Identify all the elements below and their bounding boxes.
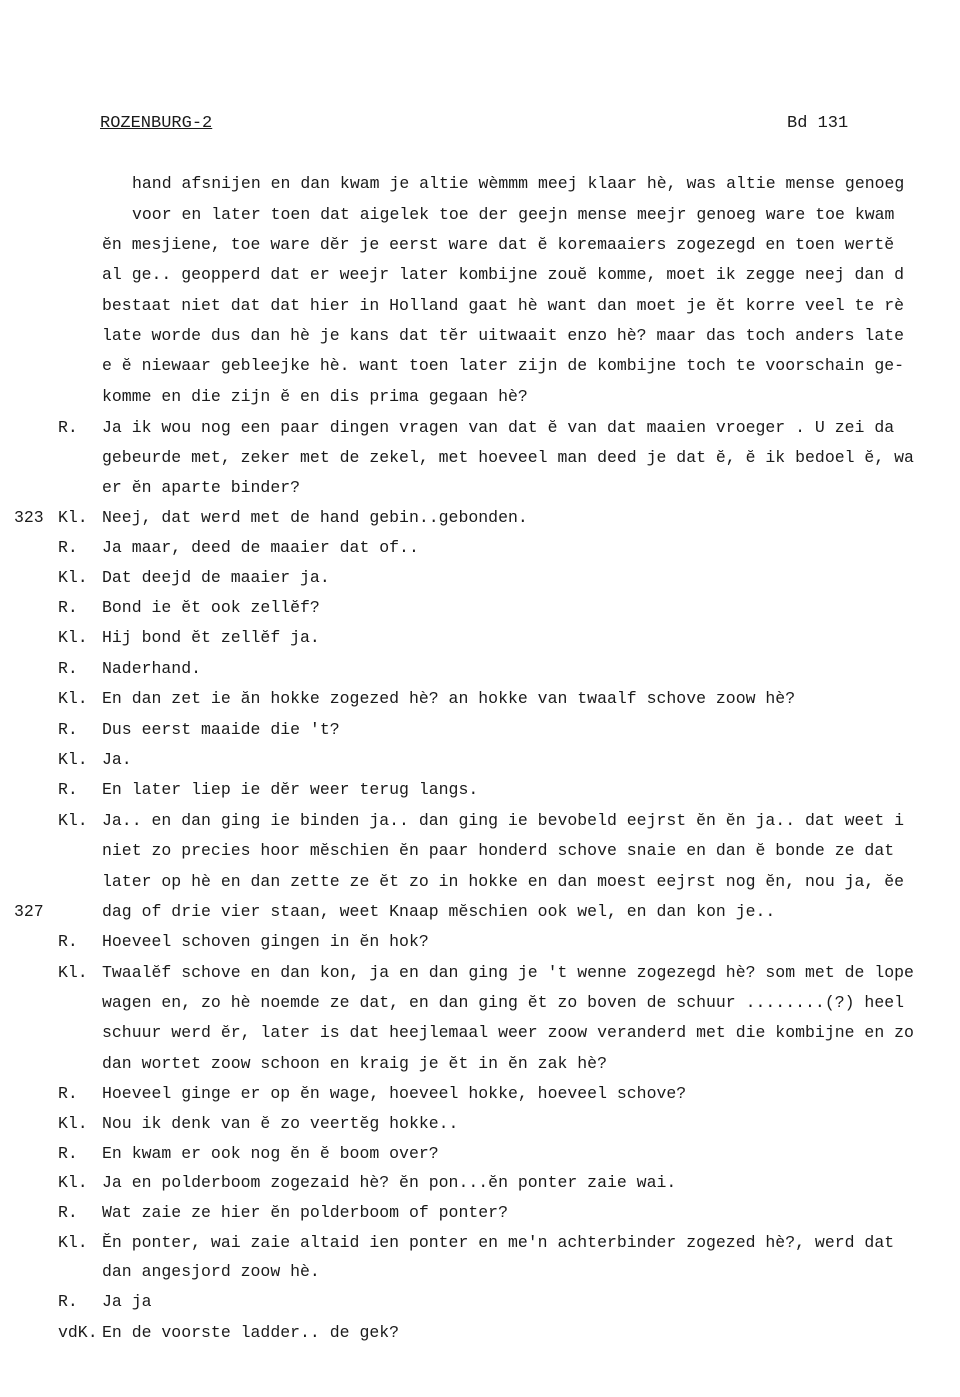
transcript-line	[0, 382, 960, 412]
line-text: Ĕn ponter, wai zaie altaid ien ponter en me'n achterbinder zogezed hè?, werd dat	[102, 1233, 895, 1252]
transcript-line	[0, 867, 960, 897]
speaker-label: R.	[58, 1144, 78, 1163]
transcript-line	[0, 715, 960, 745]
line-text: Twaalĕf schove en dan kon, ja en dan ging je 't wenne zogezegd hè? som met de lope	[102, 963, 914, 982]
speaker-label: R.	[58, 932, 78, 951]
transcript-line	[0, 503, 960, 533]
line-text: hand afsnijen en dan kwam je altie wèmmm meej klaar hè, was altie mense genoeg	[132, 174, 905, 193]
line-text: En dan zet ie ăn hokke zogezed hè? an hokke van twaalf schove zoow hè?	[102, 689, 796, 708]
speaker-label: Kl.	[58, 750, 88, 769]
line-text: Hoeveel ginge er op ĕn wage, hoeveel hokke, hoeveel schove?	[102, 1084, 687, 1103]
speaker-label: Kl.	[58, 1173, 88, 1192]
speaker-label: Kl.	[58, 1233, 88, 1252]
transcript-line	[0, 1049, 960, 1079]
line-text: Ja.	[102, 750, 132, 769]
line-text: Ja en polderboom zogezaid hè? ĕn pon...ĕn ponter zaie wai.	[102, 1173, 677, 1192]
transcript-line	[0, 260, 960, 290]
transcript-line	[0, 958, 960, 988]
line-text: wagen en, zo hè noemde ze dat, en dan ging ĕt zo boven de schuur ........(?) heel	[102, 993, 905, 1012]
transcript-line	[0, 200, 960, 230]
line-text: Ja.. en dan ging ie binden ja.. dan ging ie bevobeld eejrst ĕn ĕn ja.. dat weet i	[102, 811, 905, 830]
line-text: Dat deejd de maaier ja.	[102, 568, 330, 587]
speaker-label: R.	[58, 1292, 78, 1311]
speaker-label: Kl.	[58, 508, 88, 527]
transcript-line	[0, 1228, 960, 1258]
line-text: Wat zaie ze hier ĕn polderboom of ponter?	[102, 1203, 508, 1222]
line-text: niet zo precies hoor mĕschien ĕn paar honderd schove snaie en dan ĕ bonde ze dat	[102, 841, 895, 860]
transcript-line	[0, 169, 960, 199]
transcript-line	[0, 1168, 960, 1198]
transcript-line	[0, 988, 960, 1018]
transcript-line	[0, 1318, 960, 1348]
page-number: Bd 131	[787, 114, 849, 133]
line-text: Ja ja	[102, 1292, 152, 1311]
margin-line-number: 327	[14, 902, 44, 921]
speaker-label: Kl.	[58, 568, 88, 587]
transcript-line	[0, 1109, 960, 1139]
speaker-label: Kl.	[58, 963, 88, 982]
line-text: komme en die zijn ĕ en dis prima gegaan hè?	[102, 387, 528, 406]
line-text: ĕn mesjiene, toe ware dĕr je eerst ware dat ĕ koremaaiers zogezegd en toen wertĕ	[102, 235, 895, 254]
speaker-label: R.	[58, 1084, 78, 1103]
line-text: schuur werd ĕr, later is dat heejlemaal weer zoow veranderd met die kombijne en zo	[102, 1023, 914, 1042]
line-text: dan angesjord zoow hè.	[102, 1262, 320, 1281]
transcript-line	[0, 1257, 960, 1287]
line-text: dag of drie vier staan, weet Knaap mĕschien ook wel, en dan kon je..	[102, 902, 776, 921]
speaker-label: Kl.	[58, 628, 88, 647]
line-text: Dus eerst maaide die 't?	[102, 720, 340, 739]
transcript-line	[0, 291, 960, 321]
line-text: er ĕn aparte binder?	[102, 478, 301, 497]
transcript-line	[0, 443, 960, 473]
transcript-line	[0, 1287, 960, 1317]
line-text: Naderhand.	[102, 659, 202, 678]
speaker-label: Kl.	[58, 811, 88, 830]
line-text: dan wortet zoow schoon en kraig je ĕt in ĕn zak hè?	[102, 1054, 607, 1073]
line-text: En de voorste ladder.. de gek?	[102, 1323, 400, 1342]
transcript-line	[0, 806, 960, 836]
transcript-line	[0, 745, 960, 775]
transcript-line	[0, 684, 960, 714]
transcript-line	[0, 775, 960, 805]
line-text: later op hè en dan zette ze ĕt zo in hokke en dan moest eejrst nog ĕn, nou ja, ĕe	[102, 872, 905, 891]
transcript-line	[0, 533, 960, 563]
transcript-line	[0, 654, 960, 684]
transcript-line	[0, 1198, 960, 1228]
line-text: Neej, dat werd met de hand gebin..gebonden.	[102, 508, 528, 527]
transcript-line	[0, 1018, 960, 1048]
line-text: Ja ik wou nog een paar dingen vragen van dat ĕ van dat maaien vroeger . U zei da	[102, 418, 895, 437]
speaker-label: R.	[58, 598, 78, 617]
transcript-line	[0, 1079, 960, 1109]
transcript-line	[0, 623, 960, 653]
speaker-label: R.	[58, 1203, 78, 1222]
transcript-line	[0, 351, 960, 381]
speaker-label: vdK.	[58, 1323, 98, 1342]
line-text: bestaat niet dat dat hier in Holland gaat hè want dan moet je ĕt korre veel te rè	[102, 296, 905, 315]
margin-line-number: 323	[14, 508, 44, 527]
speaker-label: R.	[58, 780, 78, 799]
line-text: En later liep ie dĕr weer terug langs.	[102, 780, 479, 799]
transcript-line	[0, 897, 960, 927]
line-text: Hij bond ĕt zellĕf ja.	[102, 628, 320, 647]
speaker-label: Kl.	[58, 689, 88, 708]
line-text: al ge.. geopperd dat er weejr later kombijne zouĕ komme, moet ik zegge neej dan d	[102, 265, 905, 284]
line-text: gebeurde met, zeker met de zekel, met hoeveel man deed je dat ĕ, ĕ ik bedoel ĕ, wa	[102, 448, 914, 467]
speaker-label: R.	[58, 418, 78, 437]
transcript-line	[0, 927, 960, 957]
transcript-line	[0, 836, 960, 866]
line-text: Nou ik denk van ĕ zo veertĕg hokke..	[102, 1114, 459, 1133]
speaker-label: Kl.	[58, 1114, 88, 1133]
line-text: e ĕ niewaar gebleejke hè. want toen later zijn de kombijne toch te voorschain ge-	[102, 356, 905, 375]
transcript-line	[0, 413, 960, 443]
document-title: ROZENBURG-2	[100, 114, 213, 133]
transcript-line	[0, 563, 960, 593]
transcript-line	[0, 593, 960, 623]
line-text: En kwam er ook nog ĕn ĕ boom over?	[102, 1144, 439, 1163]
speaker-label: R.	[58, 659, 78, 678]
speaker-label: R.	[58, 538, 78, 557]
line-text: voor en later toen dat aigelek toe der geejn mense meejr genoeg ware toe kwam	[132, 205, 895, 224]
transcript-line	[0, 230, 960, 260]
line-text: Hoeveel schoven gingen in ĕn hok?	[102, 932, 429, 951]
line-text: Bond ie ĕt ook zellĕf?	[102, 598, 320, 617]
transcript-line	[0, 321, 960, 351]
line-text: late worde dus dan hè je kans dat tĕr uitwaait enzo hè? maar das toch anders late	[102, 326, 905, 345]
transcript-line	[0, 1139, 960, 1169]
speaker-label: R.	[58, 720, 78, 739]
transcript-line	[0, 473, 960, 503]
line-text: Ja maar, deed de maaier dat of..	[102, 538, 419, 557]
